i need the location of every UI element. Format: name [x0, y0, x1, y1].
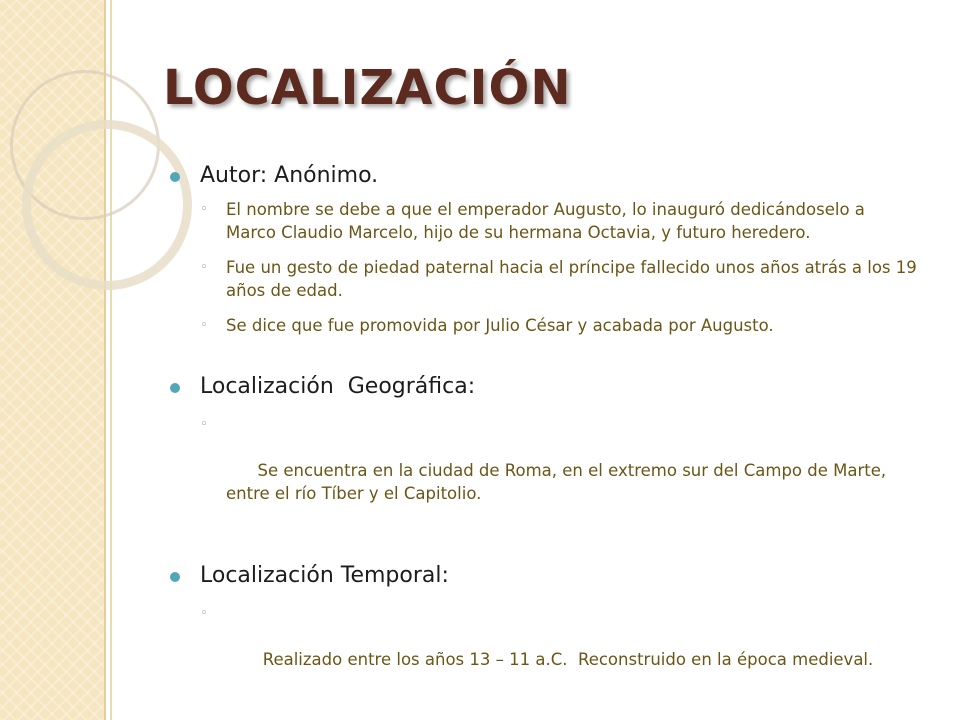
bullet-heading: Localización Geográfica:: [168, 371, 918, 403]
sub-bullet-icon: ◦: [200, 606, 208, 621]
sub-bullet-text: Fue un gesto de piedad paternal hacia el príncipe fallecido unos años atrás a los 19 años de edad.: [226, 258, 917, 300]
sub-bullet-text: Se encuentra en la ciudad de Roma, en el extremo sur del Campo de Marte, entre el río Tíber y el Capitolio.: [226, 461, 897, 503]
sub-bullet-item: [168, 413, 918, 528]
sub-bullet-text: El nombre se debe a que el emperador Augusto, lo inauguró dedicándoselo a Marco Claudio Marcelo, hijo de su hermana Octavia, y futuro heredero.: [226, 200, 865, 242]
section-geografica: [168, 371, 918, 528]
sub-bullet-item: [168, 198, 918, 244]
sub-bullet-item: [168, 314, 918, 337]
sub-bullet-item: [168, 602, 918, 694]
sub-bullet-text: Realizado entre los años 13 – 11 a.C. Reconstruido en la época medieval.: [257, 650, 874, 669]
bullet-heading: Localización Temporal:: [168, 560, 918, 592]
slide-title: LOCALIZACIÓN: [163, 60, 572, 116]
section-temporal: [168, 560, 918, 694]
slide-content: [168, 160, 918, 694]
sub-bullet-icon: ◦: [200, 417, 208, 432]
decorative-circle-icon: [22, 120, 192, 290]
sub-bullet-text: Se dice que fue promovida por Julio César y acabada por Augusto.: [226, 316, 774, 335]
sub-bullet-icon: ◦: [200, 260, 208, 275]
sub-bullet-icon: ◦: [200, 202, 208, 217]
sub-bullet-item: [168, 256, 918, 302]
sub-bullet-icon: ◦: [200, 318, 208, 333]
bullet-heading: Autor: Anónimo.: [168, 160, 918, 192]
section-autor: [168, 160, 918, 337]
